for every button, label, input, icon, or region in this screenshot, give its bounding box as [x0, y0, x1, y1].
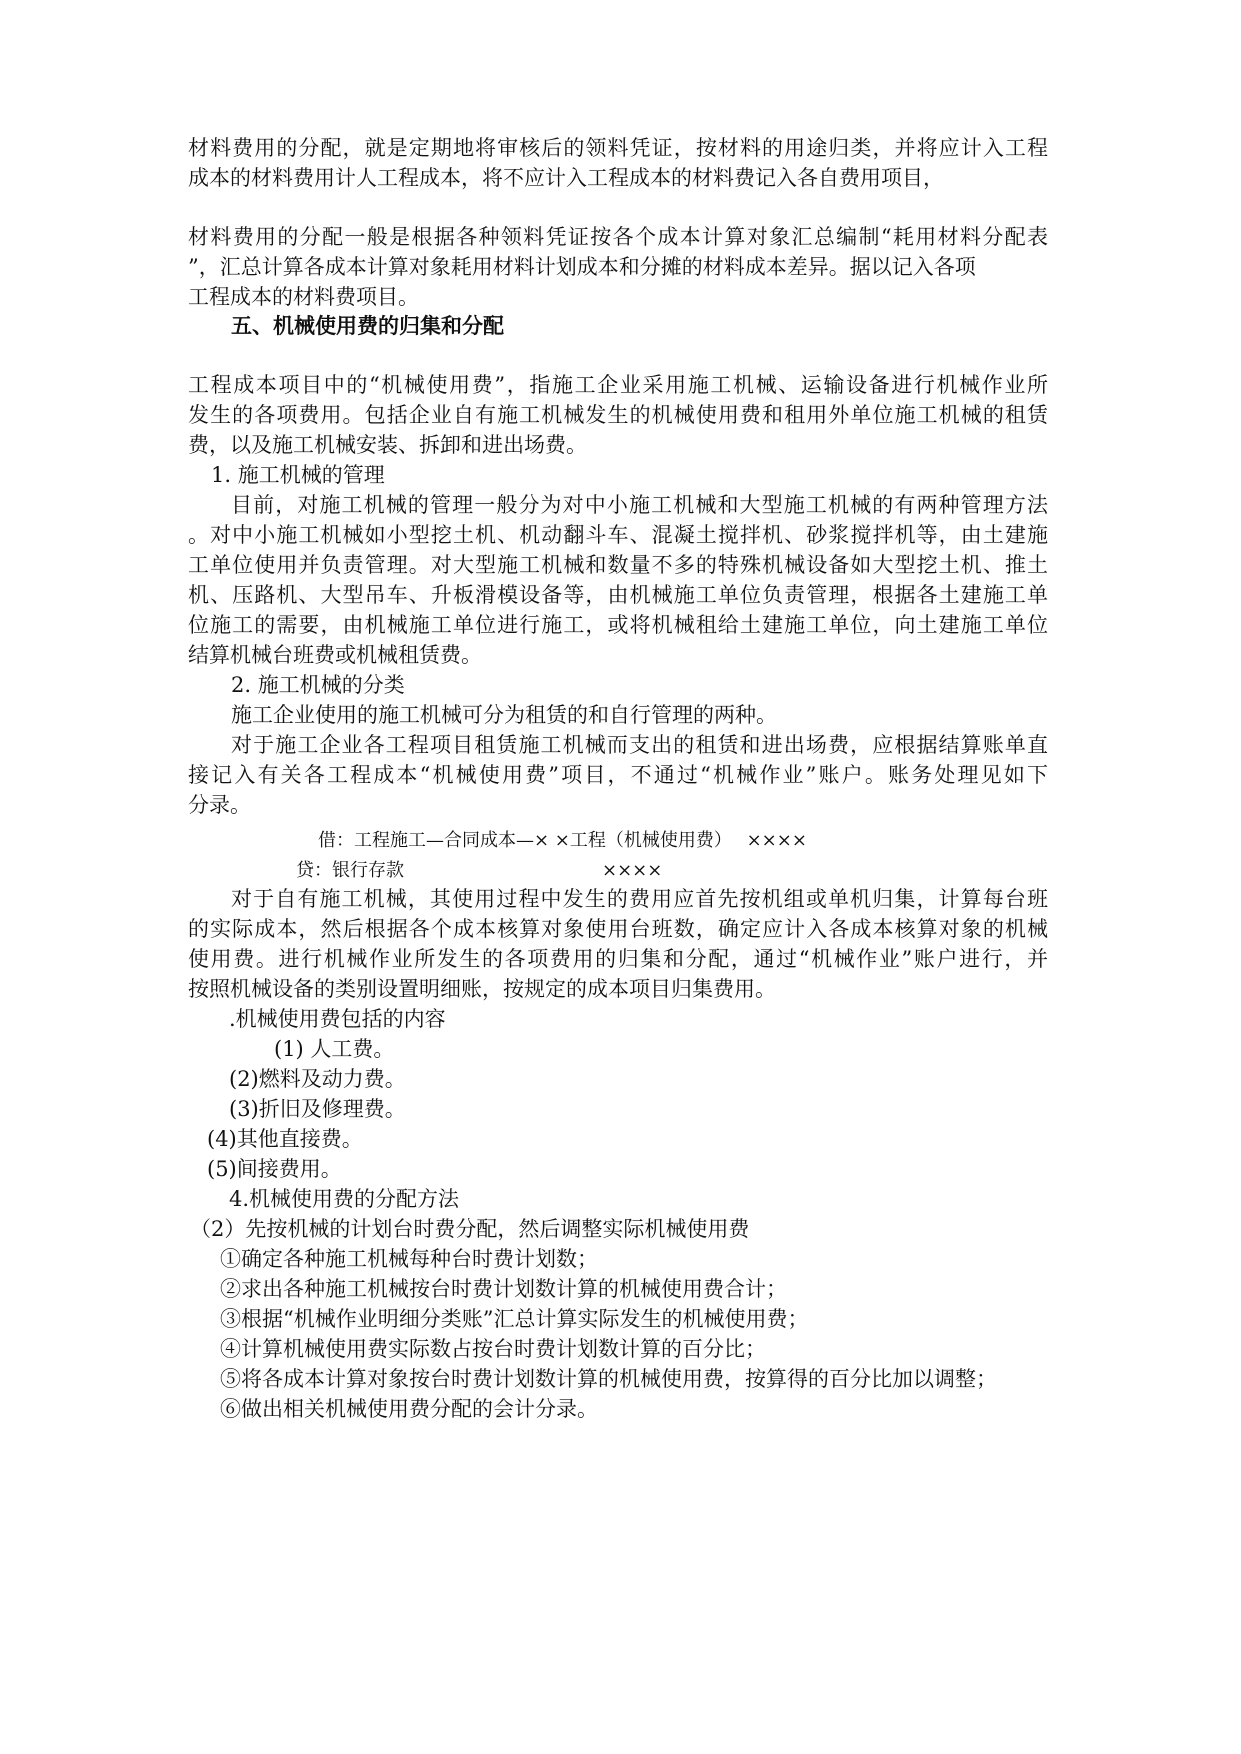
subsection-heading: 4.机械使用费的分配方法	[229, 1187, 460, 1211]
subsection-heading: 1. 施工机械的管理	[211, 463, 385, 487]
list-item: ⑤将各成本计算对象按台时费计划数计算的机械使用费，按算得的百分比加以调整；	[220, 1367, 997, 1391]
paragraph-line: 发生的各项费用。包括企业自有施工机械发生的机械使用费和租用外单位施工机械的租赁	[188, 403, 1048, 427]
paragraph-line: 施工企业使用的施工机械可分为租赁的和自行管理的两种。	[231, 703, 777, 727]
list-item: (4)其他直接费。	[207, 1127, 363, 1151]
paragraph-line: 结算机械台班费或机械租赁费。	[188, 643, 482, 667]
list-item: ①确定各种施工机械每种台时费计划数；	[220, 1247, 598, 1271]
paragraph-line: 的实际成本，然后根据各个成本核算对象使用台班数，确定应计入各成本核算对象的机械	[188, 917, 1048, 941]
paragraph-line: 材料费用的分配一般是根据各种领料凭证按各个成本计算对象汇总编制“耗用材料分配表	[188, 225, 1048, 249]
paragraph-line: 工程成本的材料费项目。	[188, 285, 419, 309]
paragraph-line: 费，以及施工机械安装、拆卸和进出场费。	[188, 433, 587, 457]
paragraph-line: 位施工的需要，由机械施工单位进行施工，或将机械租给土建施工单位，向土建施工单位	[188, 613, 1048, 637]
paragraph-line: 目前，对施工机械的管理一般分为对中小施工机械和大型施工机械的有两种管理方法	[231, 493, 1048, 517]
paragraph-line: 。对中小施工机械如小型挖土机、机动翻斗车、混凝土搅拌机、砂浆搅拌机等，由土建施	[188, 523, 1048, 547]
list-item: (5)间接费用。	[207, 1157, 342, 1181]
section-heading: 五、机械使用费的归集和分配	[231, 314, 504, 338]
paragraph-line: 工程成本项目中的“机械使用费”，指施工企业采用施工机械、运输设备进行机械作业所	[188, 373, 1048, 397]
paragraph-line: 分录。	[188, 793, 251, 817]
paragraph-line: 对于自有施工机械，其使用过程中发生的费用应首先按机组或单机归集，计算每台班	[231, 887, 1048, 911]
paragraph-line: 接记入有关各工程成本“机械使用费”项目，不通过“机械作业”账户。账务处理见如下	[188, 763, 1048, 787]
list-item: ⑥做出相关机械使用费分配的会计分录。	[220, 1397, 598, 1421]
list-item: (3)折旧及修理费。	[229, 1097, 406, 1121]
list-item: ③根据“机械作业明细分类账”汇总计算实际发生的机械使用费；	[220, 1307, 809, 1331]
list-item: (1) 人工费。	[274, 1037, 395, 1061]
journal-debit-entry: 借：工程施工—合同成本—× ×工程（机械使用费） ××××	[318, 830, 807, 851]
paragraph-line: 工单位使用并负责管理。对大型施工机械和数量不多的特殊机械设备如大型挖土机、推土	[188, 553, 1048, 577]
paragraph-line: 使用费。进行机械作业所发生的各项费用的归集和分配，通过“机械作业”账户进行，并	[188, 947, 1048, 971]
paragraph-line: 机、压路机、大型吊车、升板滑模设备等，由机械施工单位负责管理，根据各土建施工单	[188, 583, 1048, 607]
paragraph-line: ”，汇总计算各成本计算对象耗用材料计划成本和分摊的材料成本差异。据以记入各项	[188, 255, 976, 279]
subsection-heading: .机械使用费包括的内容	[229, 1007, 446, 1031]
paragraph-line: 按照机械设备的类别设置明细账，按规定的成本项目归集费用。	[188, 977, 776, 1001]
list-item: ④计算机械使用费实际数占按台时费计划数计算的百分比；	[220, 1337, 766, 1361]
subsection-heading: 2. 施工机械的分类	[231, 673, 405, 697]
list-item: (2)燃料及动力费。	[229, 1067, 406, 1091]
list-item: ②求出各种施工机械按台时费计划数计算的机械使用费合计；	[220, 1277, 787, 1301]
paragraph-line: 材料费用的分配，就是定期地将审核后的领料凭证，按材料的用途归类，并将应计入工程	[188, 136, 1048, 160]
method-heading: （2）先按机械的计划台时费分配，然后调整实际机械使用费	[190, 1217, 750, 1241]
journal-credit-entry: 贷：银行存款 ××××	[296, 860, 663, 881]
paragraph-line: 对于施工企业各工程项目租赁施工机械而支出的租赁和进出场费，应根据结算账单直	[231, 733, 1048, 757]
paragraph-line: 成本的材料费用计人工程成本，将不应计入工程成本的材料费记入各自费用项目，	[188, 166, 944, 190]
